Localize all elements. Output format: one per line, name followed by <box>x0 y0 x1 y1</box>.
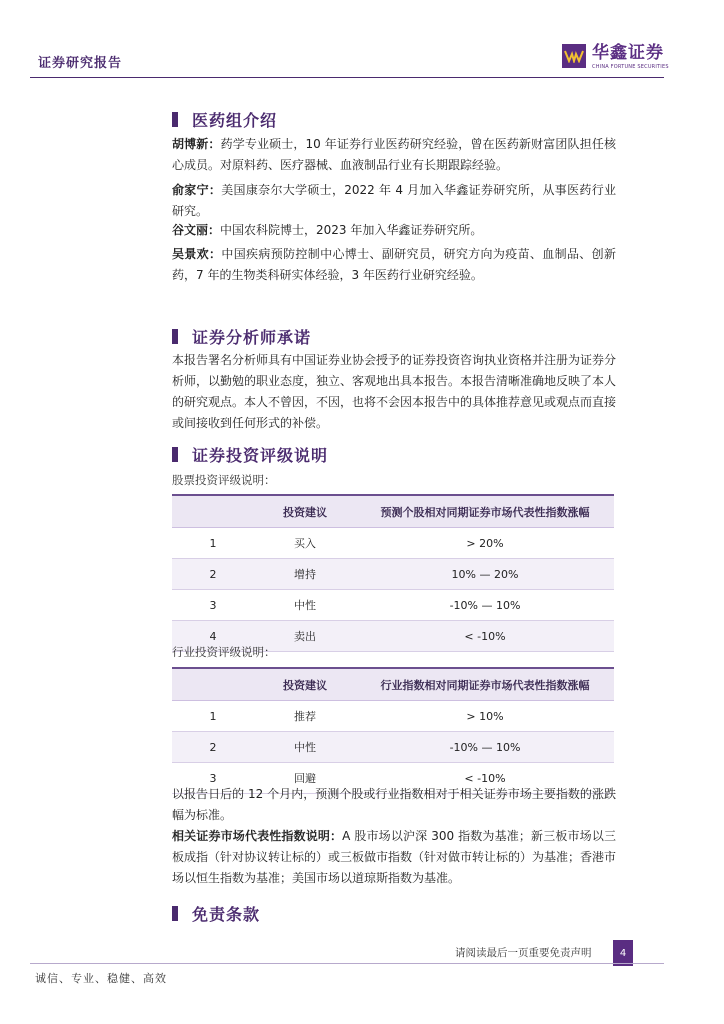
table-header-cell <box>172 495 254 528</box>
section-title: 医药组介绍 <box>192 111 278 130</box>
table-cell: 推荐 <box>254 701 356 732</box>
table-header-cell: 投资建议 <box>254 495 356 528</box>
table-row <box>172 528 614 559</box>
section-title: 免责条款 <box>192 905 261 924</box>
team-member-1 <box>172 134 616 176</box>
member-bio: 中国农科院博士，2023 年加入华鑫证券研究所。 <box>220 223 483 237</box>
team-member-3 <box>172 220 616 241</box>
section-heading-team <box>172 108 277 131</box>
table-cell: > 20% <box>356 528 614 559</box>
member-bio: 药学专业硕士，10 年证券行业医药研究经验，曾在医药新财富团队担任核心成员。对原料药、医疗器械、血液制品行业有长期跟踪经验。 <box>172 137 616 172</box>
table-cell: 3 <box>172 590 254 621</box>
stock-rating-label: 股票投资评级说明： <box>172 473 276 487</box>
member-name: 胡博新： <box>172 137 221 151</box>
table-cell: 中性 <box>254 590 356 621</box>
section-marker <box>172 447 178 462</box>
table-cell: 中性 <box>254 732 356 763</box>
table-header-row <box>172 668 614 701</box>
section-title: 证券分析师承诺 <box>192 328 312 347</box>
section-heading-rating <box>172 443 328 466</box>
logo-english-name: CHINA FORTUNE SECURITIES <box>592 64 669 70</box>
table-cell: 回避 <box>254 763 356 794</box>
table-cell: -10% — 10% <box>356 590 614 621</box>
table-row <box>172 701 614 732</box>
header-divider <box>30 77 664 78</box>
section-title: 证券投资评级说明 <box>192 446 329 465</box>
industry-rating-table <box>172 667 614 794</box>
industry-rating-label: 行业投资评级说明： <box>172 645 276 659</box>
team-member-2 <box>172 180 616 222</box>
table-cell: 2 <box>172 559 254 590</box>
logo-chinese-name: 华鑫证券 <box>592 43 664 63</box>
table-header-cell: 投资建议 <box>254 668 356 701</box>
footer-disclaimer-note: 请阅读最后一页重要免责声明 <box>455 947 592 959</box>
section-marker <box>172 906 178 921</box>
stock-rating-table <box>172 494 614 652</box>
table-row <box>172 732 614 763</box>
footer-divider <box>30 963 664 964</box>
team-member-4 <box>172 244 616 286</box>
table-header-cell: 预测个股相对同期证券市场代表性指数涨幅 <box>356 495 614 528</box>
table-cell: 1 <box>172 528 254 559</box>
table-cell: 卖出 <box>254 621 356 652</box>
section-heading-commitment <box>172 325 311 348</box>
table-cell: -10% — 10% <box>356 732 614 763</box>
table-cell: 2 <box>172 732 254 763</box>
benchmark-note-heading: 相关证券市场代表性指数说明： <box>172 829 343 843</box>
benchmark-note-text: A 股市场以沪深 300 指数为基准；新三板市场以三板成指（针对协议转让标的）或三板做市指数（针对做市转让标的）为基准；香港市场以恒生指数为基准；美国市场以道琼斯指数为基准。 <box>172 829 617 885</box>
table-header-cell <box>172 668 254 701</box>
company-logo <box>562 44 669 70</box>
table-cell: 1 <box>172 701 254 732</box>
table-cell: < -10% <box>356 621 614 652</box>
logo-icon <box>562 44 586 68</box>
member-name: 吴景欢： <box>172 247 222 261</box>
table-cell: > 10% <box>356 701 614 732</box>
table-cell: 增持 <box>254 559 356 590</box>
table-cell: 3 <box>172 763 254 794</box>
index-benchmark-note <box>172 826 616 889</box>
member-bio: 美国康奈尔大学硕士，2022 年 4 月加入华鑫证券研究所，从事医药行业研究。 <box>172 183 616 218</box>
table-header-row <box>172 495 614 528</box>
table-row <box>172 590 614 621</box>
member-name: 俞家宁： <box>172 183 222 197</box>
table-row <box>172 559 614 590</box>
section-marker <box>172 329 178 344</box>
section-heading-disclaimer <box>172 902 260 925</box>
member-bio: 中国疾病预防控制中心博士、副研究员，研究方向为疫苗、血制品、创新药，7 年的生物类科研实体经验，3 年医药行业研究经验。 <box>172 247 616 282</box>
table-cell: < -10% <box>356 763 614 794</box>
section-marker <box>172 112 178 127</box>
table-cell: 4 <box>172 621 254 652</box>
table-header-cell: 行业指数相对同期证券市场代表性指数涨幅 <box>356 668 614 701</box>
commitment-text: 本报告署名分析师具有中国证券业协会授予的证券投资咨询执业资格并注册为证券分析师，以勤勉的职业态度，独立、客观地出具本报告。本报告清晰准确地反映了本人的研究观点。本人不曾因，不因，也将不会因本报告中的具体推荐意见或观点而直接或间接收到任何形式的补偿。 <box>172 353 617 430</box>
rating-period-note: 以报告日后的 12 个月内，预测个股或行业指数相对于相关证券市场主要指数的涨跌幅为标准。 <box>172 787 616 822</box>
report-type-title: 证券研究报告 <box>38 56 123 71</box>
member-name: 谷文丽： <box>172 223 221 237</box>
company-slogan: 诚信、专业、稳健、高效 <box>35 972 167 985</box>
table-cell: 买入 <box>254 528 356 559</box>
table-cell: 10% — 20% <box>356 559 614 590</box>
page-number: 4 <box>613 940 633 966</box>
